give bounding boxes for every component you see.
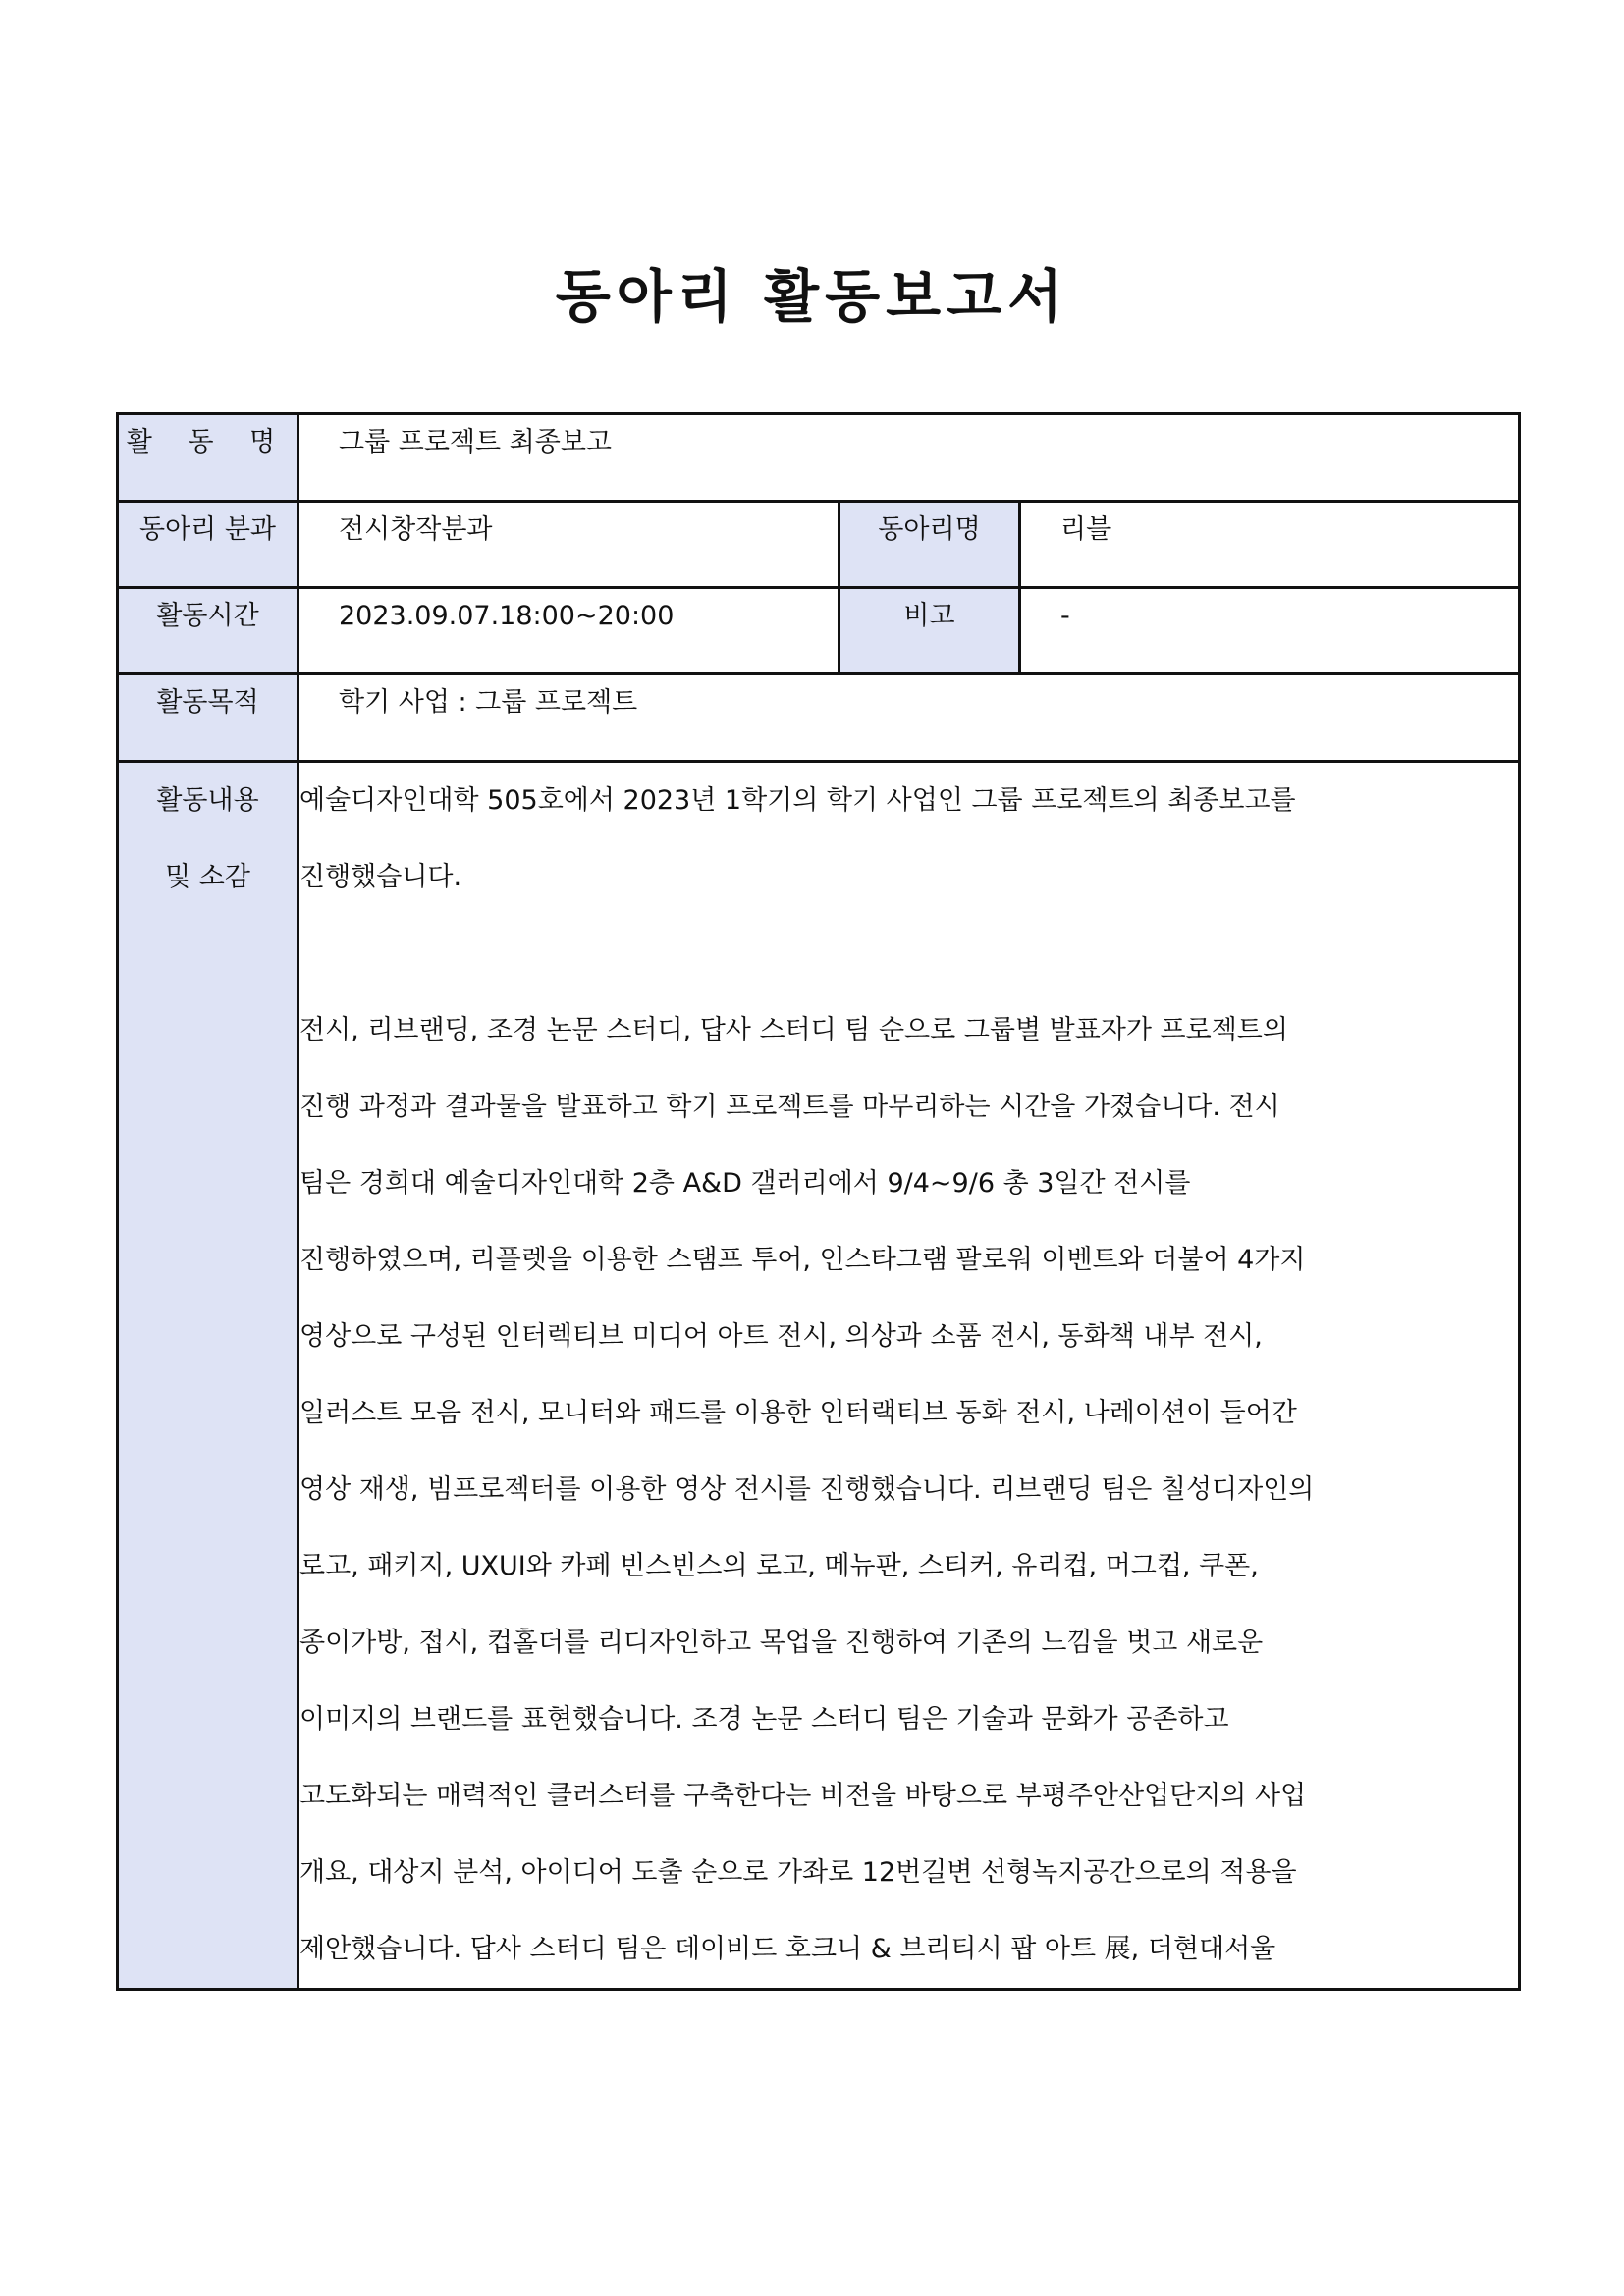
content-line: 영상 재생, 빔프로젝터를 이용한 영상 전시를 진행했습니다. 리브랜딩 팀은 칠성디자인의 — [299, 1474, 1315, 1505]
content-line: 영상으로 구성된 인터렉티브 미디어 아트 전시, 의상과 소품 전시, 동화책 내부 전시, — [299, 1321, 1263, 1352]
activity-time-value-cell — [298, 588, 839, 674]
club-division-value: 전시창작분과 — [339, 514, 493, 545]
content-line: 진행하였으며, 리플렛을 이용한 스탬프 투어, 인스타그램 팔로워 이벤트와 더불어 4가지 — [299, 1245, 1306, 1275]
activity-name-value: 그룹 프로젝트 최종보고 — [339, 427, 612, 457]
activity-report-table — [116, 412, 1521, 1991]
activity-purpose-label-cell — [118, 674, 298, 762]
row-activity-time — [118, 588, 1520, 674]
club-name-label: 동아리명 — [878, 514, 981, 545]
content-line: 진행 과정과 결과물을 발표하고 학기 프로젝트를 마무리하는 시간을 가졌습니다. 전시 — [299, 1092, 1280, 1122]
activity-name-label: 활 동 명 — [126, 427, 290, 457]
content-line: 진행했습니다. — [299, 862, 462, 892]
content-line — [299, 916, 1518, 992]
row-activity-purpose — [118, 674, 1520, 762]
activity-content-label-line1: 활동내용 — [156, 785, 259, 816]
remarks-label: 비고 — [903, 601, 955, 631]
remarks-value-cell — [1020, 588, 1520, 674]
club-name-value: 리블 — [1060, 514, 1112, 545]
document-title: 동아리 활동보고서 — [555, 263, 1069, 330]
activity-name-value-cell — [298, 414, 1520, 502]
activity-purpose-value-cell — [298, 674, 1520, 762]
activity-time-value: 2023.09.07.18:00~20:00 — [339, 601, 675, 631]
activity-content-label-line2: 및 소감 — [165, 862, 250, 892]
activity-purpose-label: 활동목적 — [156, 687, 259, 718]
remarks-value: - — [1060, 601, 1070, 631]
club-division-label: 동아리 분과 — [139, 514, 276, 545]
activity-time-label: 활동시간 — [156, 601, 259, 631]
content-line: 개요, 대상지 분석, 아이디어 도출 순으로 가좌로 12번길변 선형녹지공간으로의 적용을 — [299, 1857, 1297, 1888]
remarks-label-cell — [839, 588, 1020, 674]
club-name-label-cell — [839, 502, 1020, 588]
activity-time-label-cell — [118, 588, 298, 674]
content-line: 이미지의 브랜드를 표현했습니다. 조경 논문 스터디 팀은 기술과 문화가 공존하고 — [299, 1704, 1229, 1735]
content-line: 고도화되는 매력적인 클러스터를 구축한다는 비전을 바탕으로 부평주안산업단지의 사업 — [299, 1781, 1307, 1811]
club-name-value-cell — [1020, 502, 1520, 588]
content-line: 전시, 리브랜딩, 조경 논문 스터디, 답사 스터디 팀 순으로 그룹별 발표자가 프로젝트의 — [299, 1015, 1288, 1045]
club-division-value-cell — [298, 502, 839, 588]
content-line: 종이가방, 접시, 컵홀더를 리디자인하고 목업을 진행하여 기존의 느낌을 벗고 새로운 — [299, 1628, 1264, 1658]
club-division-label-cell — [118, 502, 298, 588]
row-activity-name — [118, 414, 1520, 502]
activity-name-label-cell — [118, 414, 298, 502]
content-line: 일러스트 모음 전시, 모니터와 패드를 이용한 인터랙티브 동화 전시, 나레이션이 들어간 — [299, 1398, 1297, 1428]
activity-content-label-cell — [118, 762, 298, 1990]
row-activity-content — [118, 762, 1520, 1990]
activity-purpose-value: 학기 사업 : 그룹 프로젝트 — [339, 687, 638, 718]
row-club-division — [118, 502, 1520, 588]
content-line: 예술디자인대학 505호에서 2023년 1학기의 학기 사업인 그룹 프로젝트의 최종보고를 — [299, 785, 1296, 816]
activity-content-cell — [298, 762, 1520, 1990]
content-line: 팀은 경희대 예술디자인대학 2층 A&D 갤러리에서 9/4~9/6 총 3일간 전시를 — [299, 1168, 1191, 1199]
content-line: 로고, 패키지, UXUI와 카페 빈스빈스의 로고, 메뉴판, 스티커, 유리컵, 머그컵, 쿠폰, — [299, 1551, 1259, 1581]
content-line: 제안했습니다. 답사 스터디 팀은 데이비드 호크니 & 브리티시 팝 아트 展, 더현대서울 — [299, 1934, 1276, 1964]
